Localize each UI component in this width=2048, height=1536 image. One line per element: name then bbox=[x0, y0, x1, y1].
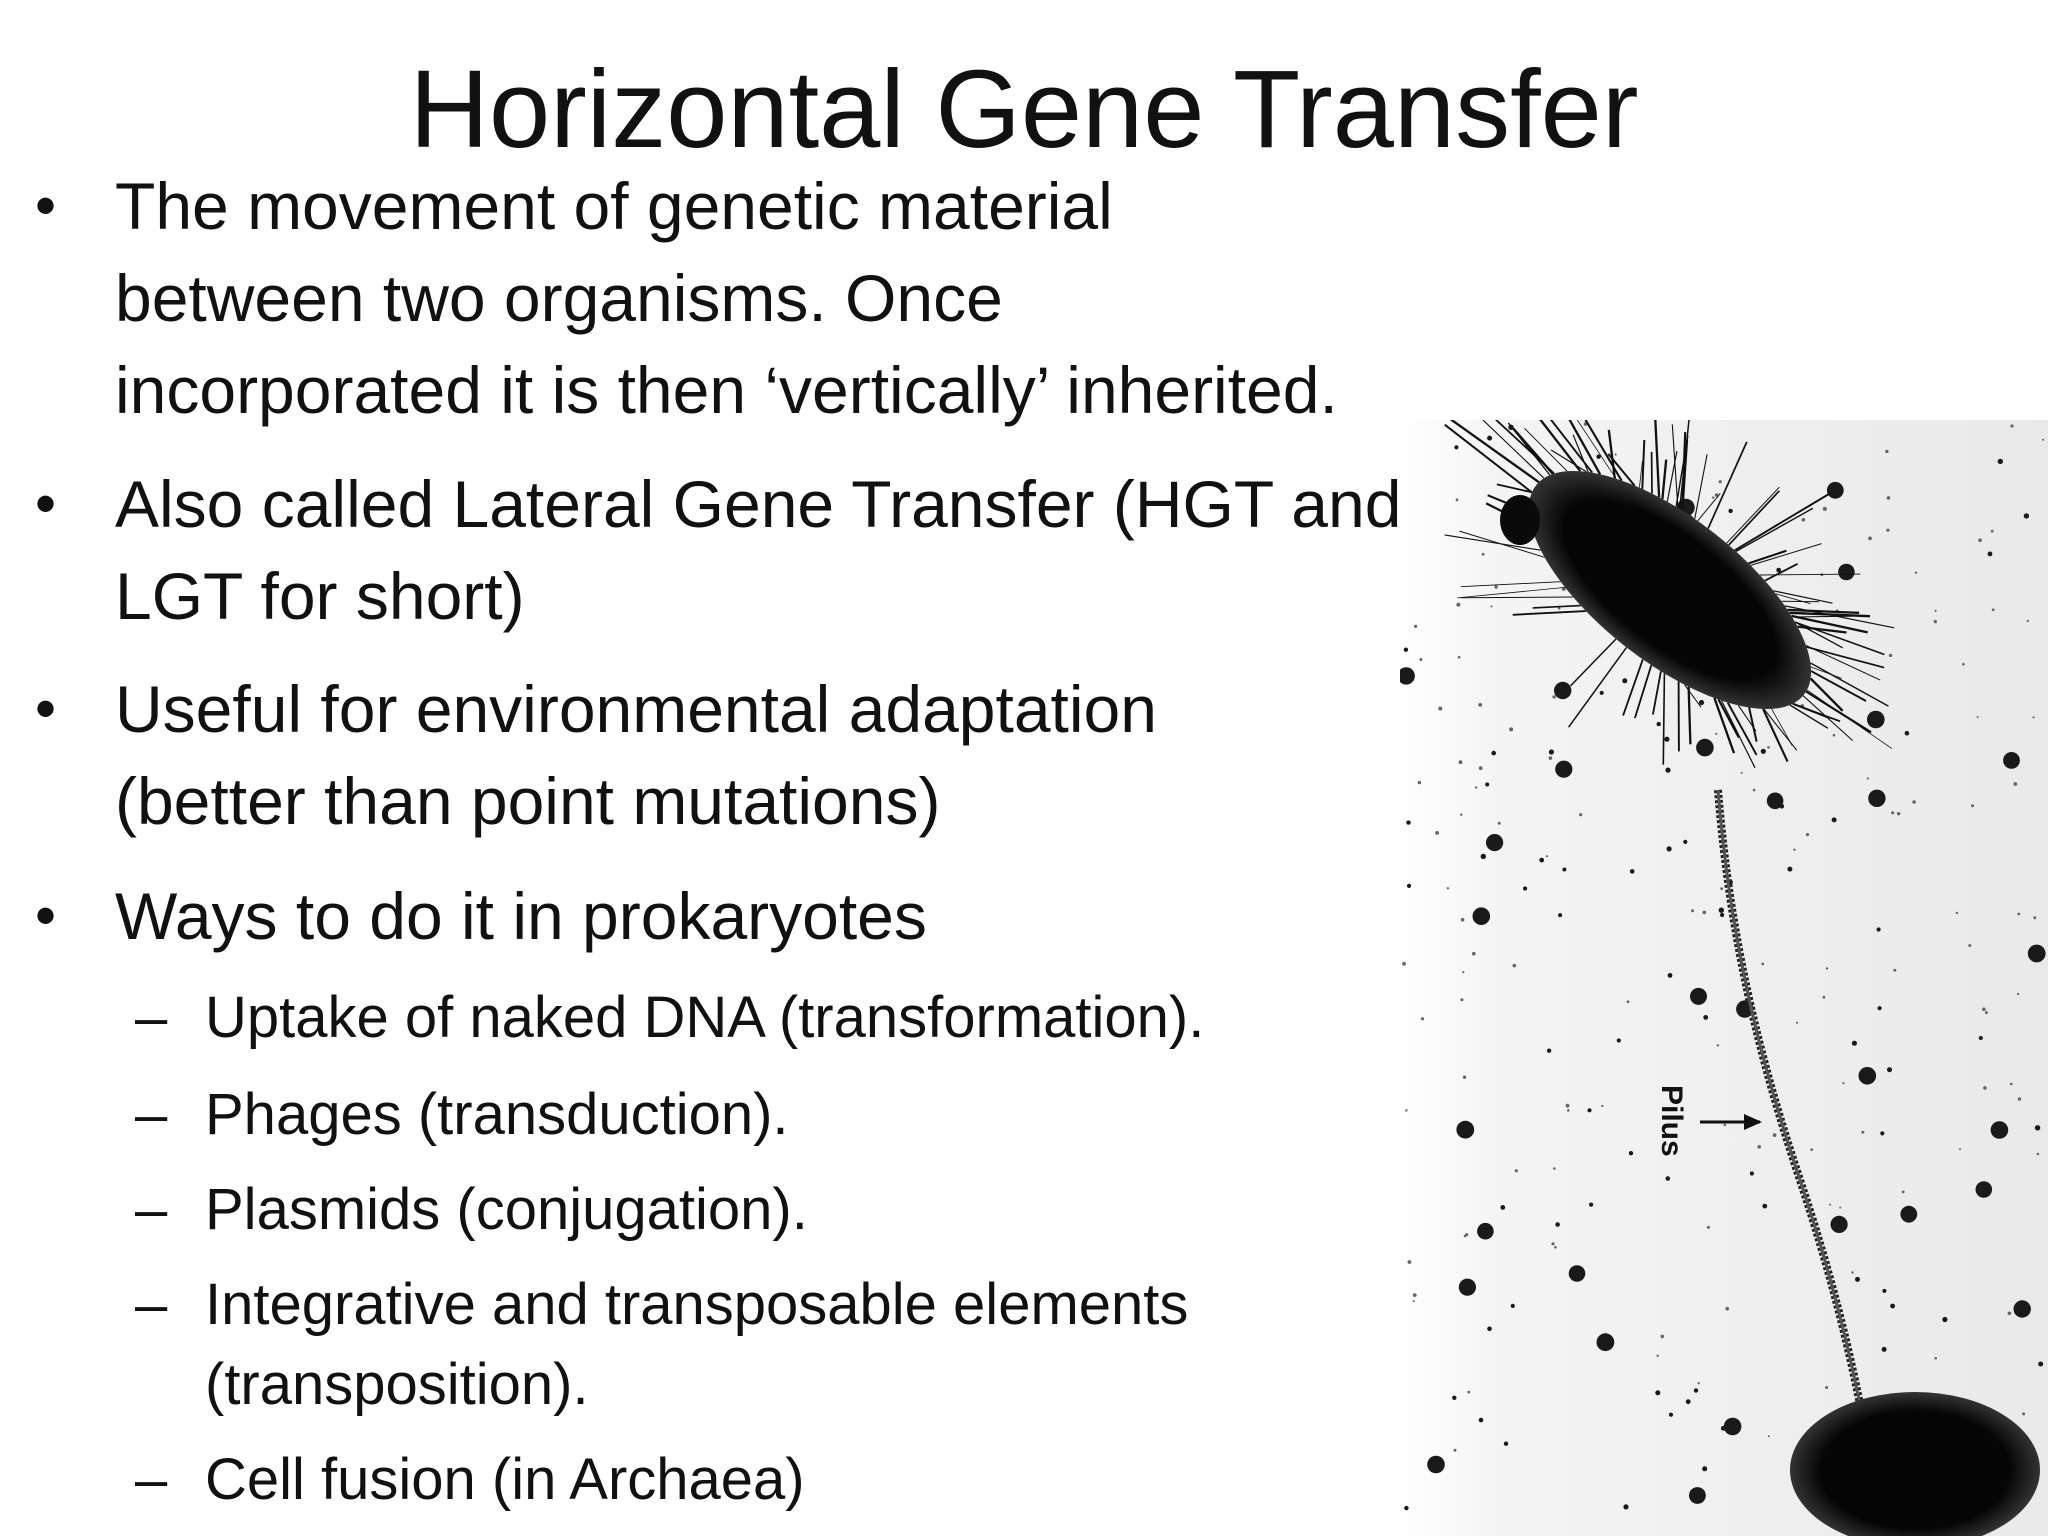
speckle bbox=[1855, 1277, 1860, 1282]
speckle bbox=[1753, 789, 1756, 792]
speckle bbox=[1657, 722, 1661, 726]
pilus-label: Pilus bbox=[1655, 1085, 1688, 1157]
speckle bbox=[1793, 849, 1795, 851]
speckle bbox=[1491, 751, 1496, 756]
speckle bbox=[1699, 700, 1704, 705]
speckle bbox=[1551, 1242, 1554, 1245]
speckle bbox=[1629, 1151, 1633, 1155]
speckle bbox=[1886, 529, 1889, 532]
speckle bbox=[1511, 1304, 1515, 1308]
speckle bbox=[1890, 1304, 1895, 1309]
speckle bbox=[1622, 678, 1627, 683]
speckle bbox=[1991, 530, 1994, 533]
speckle bbox=[1762, 1204, 1767, 1209]
speckle bbox=[1724, 1418, 1742, 1436]
speckle bbox=[2014, 1300, 2031, 1317]
speckle bbox=[1427, 1456, 1445, 1474]
bullet-item bbox=[35, 663, 1157, 847]
bullet-line: incorporated it is then ‘vertically’ inherited. bbox=[115, 353, 1338, 427]
speckle bbox=[1454, 1449, 1457, 1452]
speckle bbox=[1475, 786, 1477, 788]
speckle bbox=[1720, 913, 1724, 917]
speckle bbox=[1982, 1007, 1986, 1011]
speckle bbox=[1859, 1067, 1877, 1085]
speckle bbox=[1509, 727, 1513, 731]
speckle bbox=[1421, 1017, 1424, 1020]
speckle bbox=[1882, 1347, 1887, 1352]
speckle bbox=[1825, 1386, 1828, 1389]
speckle bbox=[1810, 1148, 1813, 1151]
speckle bbox=[1461, 918, 1465, 922]
speckle bbox=[1600, 691, 1604, 695]
sub-bullet-item bbox=[135, 1440, 805, 1520]
speckle bbox=[1566, 1104, 1570, 1108]
sub-bullet-item bbox=[135, 978, 1205, 1058]
speckle bbox=[1408, 1260, 1412, 1264]
speckle bbox=[1465, 1233, 1468, 1236]
speckle bbox=[1880, 1131, 1884, 1135]
speckle bbox=[1833, 734, 1836, 737]
speckle bbox=[1452, 1396, 1456, 1400]
speckle bbox=[1460, 998, 1463, 1001]
speckle bbox=[1971, 804, 1974, 807]
sub-bullet-dash: – bbox=[135, 1447, 168, 1512]
speckle bbox=[1549, 756, 1553, 760]
speckle bbox=[1934, 1357, 1937, 1360]
speckle bbox=[1554, 682, 1571, 699]
speckle bbox=[1601, 1105, 1603, 1107]
speckle bbox=[1891, 811, 1894, 814]
speckle bbox=[1887, 1067, 1892, 1072]
speckle bbox=[1826, 967, 1828, 969]
speckle bbox=[1419, 658, 1422, 661]
speckle bbox=[1665, 768, 1670, 773]
speckle bbox=[1885, 450, 1888, 453]
speckle bbox=[2017, 993, 2019, 995]
speckle bbox=[1915, 572, 1917, 574]
speckle bbox=[1404, 1506, 1408, 1510]
speckle bbox=[1668, 973, 1673, 978]
speckle bbox=[2018, 1097, 2021, 1100]
speckle bbox=[1868, 790, 1885, 807]
speckle bbox=[1562, 868, 1566, 872]
speckle bbox=[2008, 1312, 2012, 1316]
speckle bbox=[1694, 1388, 1698, 1392]
speckle bbox=[1717, 1044, 1719, 1046]
speckle bbox=[1979, 1036, 1983, 1040]
sub-bullet-item bbox=[135, 1075, 789, 1155]
speckle bbox=[1962, 663, 1965, 666]
bullet-dot: • bbox=[35, 882, 57, 949]
speckle bbox=[1985, 1011, 1988, 1014]
speckle bbox=[1823, 507, 1827, 511]
speckle bbox=[1689, 1487, 1706, 1504]
speckle bbox=[1683, 840, 1687, 844]
speckle bbox=[1988, 552, 1993, 557]
speckle bbox=[1827, 482, 1844, 499]
speckle bbox=[1664, 737, 1669, 742]
speckle bbox=[1413, 1300, 1415, 1302]
speckle bbox=[1889, 654, 1892, 657]
sub-bullet-dash: – bbox=[135, 985, 168, 1050]
speckle bbox=[1630, 869, 1635, 874]
speckle bbox=[1515, 1169, 1518, 1172]
speckle bbox=[1719, 480, 1722, 483]
speckle bbox=[2028, 945, 2046, 963]
speckle bbox=[1463, 1076, 1466, 1079]
bullet-line: between two organisms. Once bbox=[115, 261, 1003, 335]
bullet-item bbox=[35, 458, 1402, 642]
speckle bbox=[2003, 752, 2020, 769]
speckle bbox=[1481, 854, 1486, 859]
speckle bbox=[1459, 760, 1463, 764]
speckle bbox=[1487, 1327, 1492, 1332]
speckle bbox=[1402, 962, 1406, 966]
bullet-line: Ways to do it in prokaryotes bbox=[115, 879, 927, 953]
speckle bbox=[1567, 1109, 1570, 1112]
speckle bbox=[1555, 1222, 1560, 1227]
speckle bbox=[1719, 908, 1724, 913]
speckle bbox=[1750, 1171, 1754, 1175]
speckle bbox=[1935, 610, 1937, 612]
speckle bbox=[1956, 912, 1958, 914]
speckle bbox=[1404, 648, 1408, 652]
speckle bbox=[1877, 927, 1881, 931]
speckle bbox=[1500, 1205, 1505, 1210]
speckle bbox=[1406, 820, 1410, 824]
bullet-line: The movement of genetic material bbox=[115, 169, 1113, 243]
speckle bbox=[1839, 1207, 1841, 1209]
speckle bbox=[1724, 1124, 1727, 1127]
speckle bbox=[1456, 603, 1460, 607]
speckle bbox=[1703, 911, 1707, 915]
speckle bbox=[2037, 1153, 2040, 1156]
speckle bbox=[1867, 711, 1885, 729]
speckle bbox=[1829, 1204, 1831, 1206]
speckle bbox=[1579, 813, 1582, 816]
speckle bbox=[1479, 1418, 1484, 1423]
bacteria-conjugation-micrograph bbox=[1400, 420, 2048, 1536]
speckle bbox=[1473, 907, 1491, 925]
speckle bbox=[1667, 846, 1672, 851]
speckle bbox=[1472, 952, 1476, 956]
speckle bbox=[1887, 496, 1891, 500]
speckle bbox=[1546, 855, 1548, 857]
speckle bbox=[1893, 969, 1896, 972]
speckle bbox=[1686, 1399, 1691, 1404]
speckle bbox=[1669, 1413, 1673, 1417]
speckle bbox=[1617, 1038, 1621, 1042]
speckle bbox=[1861, 1131, 1864, 1134]
speckle bbox=[1438, 707, 1442, 711]
speckle bbox=[1696, 739, 1714, 757]
speckle bbox=[1768, 1435, 1770, 1437]
speckle bbox=[1459, 1279, 1476, 1296]
bullet-item bbox=[35, 160, 1338, 436]
speckle bbox=[1942, 1317, 1947, 1322]
speckle bbox=[1959, 1148, 1961, 1150]
speckle bbox=[1690, 988, 1707, 1005]
speckle bbox=[1728, 509, 1732, 513]
speckle bbox=[1902, 1191, 1905, 1194]
speckle bbox=[1702, 1466, 1707, 1471]
speckle bbox=[1968, 944, 1971, 947]
bullet-item bbox=[35, 870, 927, 962]
speckle bbox=[1983, 1086, 1987, 1090]
bullet-line: Useful for environmental adaptation bbox=[115, 672, 1157, 746]
speckle bbox=[1418, 781, 1421, 784]
speckle bbox=[1458, 656, 1461, 659]
speckle bbox=[1897, 812, 1900, 815]
speckle bbox=[1478, 703, 1482, 707]
speckle bbox=[1691, 909, 1694, 912]
speckle bbox=[1558, 913, 1562, 917]
sub-bullet-line: Phages (transduction). bbox=[205, 1082, 789, 1147]
speckle bbox=[1477, 1223, 1494, 1240]
speckle bbox=[2042, 439, 2044, 441]
speckle bbox=[1666, 1176, 1671, 1181]
sub-bullet-dash: – bbox=[135, 1272, 168, 1337]
speckle bbox=[1454, 445, 1458, 449]
fimbria bbox=[1663, 674, 1664, 765]
speckle bbox=[1757, 1145, 1761, 1149]
speckle bbox=[1407, 884, 1411, 888]
speckle bbox=[1627, 1000, 1630, 1003]
speckle bbox=[1513, 964, 1517, 968]
sub-bullet-line: Integrative and transposable elements bbox=[205, 1272, 1189, 1337]
speckle bbox=[2013, 782, 2017, 786]
speckle bbox=[1698, 1382, 1700, 1384]
bullet-line: Also called Lateral Gene Transfer (HGT and bbox=[115, 467, 1402, 541]
speckle bbox=[1773, 1133, 1777, 1137]
speckle bbox=[1992, 608, 1995, 611]
speckle bbox=[1741, 772, 1743, 774]
speckle bbox=[1707, 1226, 1710, 1229]
speckle bbox=[1838, 564, 1855, 581]
bullet-line: LGT for short) bbox=[115, 559, 525, 633]
speckle bbox=[1867, 777, 1869, 779]
sub-bullet-dash: – bbox=[135, 1082, 168, 1147]
sub-bullet-item bbox=[135, 1170, 808, 1250]
speckle bbox=[1462, 971, 1464, 973]
speckle bbox=[1498, 822, 1501, 825]
speckle bbox=[2010, 424, 2013, 427]
speckle bbox=[1539, 858, 1544, 863]
bullet-dot: • bbox=[35, 172, 57, 239]
speckle bbox=[1767, 746, 1770, 749]
speckle bbox=[1868, 537, 1872, 541]
speckle bbox=[1405, 1109, 1407, 1111]
speckle bbox=[2033, 916, 2036, 919]
speckle bbox=[1615, 453, 1617, 455]
speckle bbox=[1787, 867, 1792, 872]
speckle bbox=[1878, 1006, 1882, 1010]
speckle bbox=[1491, 605, 1493, 607]
speckle bbox=[1912, 800, 1916, 804]
speckle bbox=[1485, 783, 1489, 787]
speckle bbox=[1553, 1167, 1556, 1170]
speckle bbox=[1554, 1246, 1557, 1249]
speckle bbox=[1547, 1049, 1551, 1053]
sub-bullet-line: Plasmids (conjugation). bbox=[205, 1177, 808, 1242]
speckle bbox=[1998, 459, 2003, 464]
speckle bbox=[1597, 1333, 1615, 1351]
speckle bbox=[1802, 518, 1806, 522]
speckle bbox=[1703, 1015, 1708, 1020]
speckle bbox=[1494, 585, 1497, 588]
sub-bullet-dash: – bbox=[135, 1177, 168, 1242]
speckle bbox=[1447, 887, 1449, 889]
speckle bbox=[2024, 513, 2029, 518]
speckle bbox=[1655, 1390, 1660, 1395]
speckle bbox=[1456, 1121, 1474, 1139]
speckle bbox=[1720, 887, 1723, 890]
speckle bbox=[1934, 620, 1937, 623]
speckle bbox=[1482, 553, 1485, 556]
speckle bbox=[1900, 1206, 1917, 1223]
speckle bbox=[1806, 833, 1809, 836]
speckle bbox=[2022, 1412, 2025, 1415]
speckle bbox=[1831, 1216, 1848, 1233]
speckle bbox=[1549, 749, 1554, 754]
speckle bbox=[1552, 695, 1555, 698]
speckle bbox=[1725, 1307, 1729, 1311]
sub-bullet-item bbox=[135, 1265, 1189, 1425]
speckle bbox=[1761, 749, 1766, 754]
speckle bbox=[1413, 1293, 1417, 1297]
speckle bbox=[1767, 793, 1784, 810]
sub-bullet-line: Cell fusion (in Archaea) bbox=[205, 1447, 805, 1512]
bullet-line: (better than point mutations) bbox=[115, 764, 941, 838]
speckle bbox=[1882, 1289, 1886, 1293]
speckle bbox=[1504, 1442, 1508, 1446]
speckle bbox=[1715, 733, 1717, 735]
speckle bbox=[1587, 1108, 1591, 1112]
sub-bullet-line: (transposition). bbox=[205, 1352, 589, 1417]
speckle bbox=[1555, 761, 1572, 778]
speckle bbox=[1661, 1335, 1665, 1339]
speckle bbox=[1479, 766, 1483, 770]
speckle bbox=[1823, 996, 1826, 999]
speckle bbox=[1414, 625, 1417, 628]
speckle bbox=[2010, 1083, 2013, 1086]
bullet-dot: • bbox=[35, 675, 57, 742]
speckle bbox=[1905, 731, 1910, 736]
slide-title: Horizontal Gene Transfer bbox=[409, 48, 1639, 171]
speckle bbox=[1589, 1203, 1593, 1207]
speckle bbox=[1842, 1082, 1844, 1084]
speckle bbox=[1487, 436, 1492, 441]
sub-bullet-line: Uptake of naked DNA (transformation). bbox=[205, 985, 1205, 1050]
speckle bbox=[1456, 498, 1459, 501]
speckle bbox=[2027, 620, 2029, 622]
speckle bbox=[1852, 1041, 1857, 1046]
speckle bbox=[2032, 716, 2034, 718]
speckle bbox=[2038, 1362, 2043, 1367]
speckle bbox=[1976, 1181, 1993, 1198]
speckle bbox=[1657, 1355, 1659, 1357]
speckle bbox=[1569, 1265, 1586, 1282]
speckle bbox=[1523, 886, 1527, 890]
speckle bbox=[1712, 496, 1714, 498]
speckle bbox=[1623, 1504, 1628, 1509]
speckle bbox=[2017, 913, 2020, 916]
speckle bbox=[1486, 834, 1503, 851]
speckle bbox=[1851, 1271, 1853, 1273]
speckle bbox=[1460, 814, 1462, 816]
speckle bbox=[1796, 1022, 1798, 1024]
bullet-dot: • bbox=[35, 470, 57, 537]
speckle bbox=[2035, 1125, 2040, 1130]
speckle bbox=[1991, 1121, 2009, 1139]
speckle bbox=[1977, 716, 1979, 718]
speckle bbox=[1761, 963, 1764, 966]
speckle bbox=[1467, 1391, 1470, 1394]
speckle bbox=[1832, 817, 1837, 822]
speckle bbox=[1435, 831, 1439, 835]
speckle bbox=[1978, 538, 1982, 542]
